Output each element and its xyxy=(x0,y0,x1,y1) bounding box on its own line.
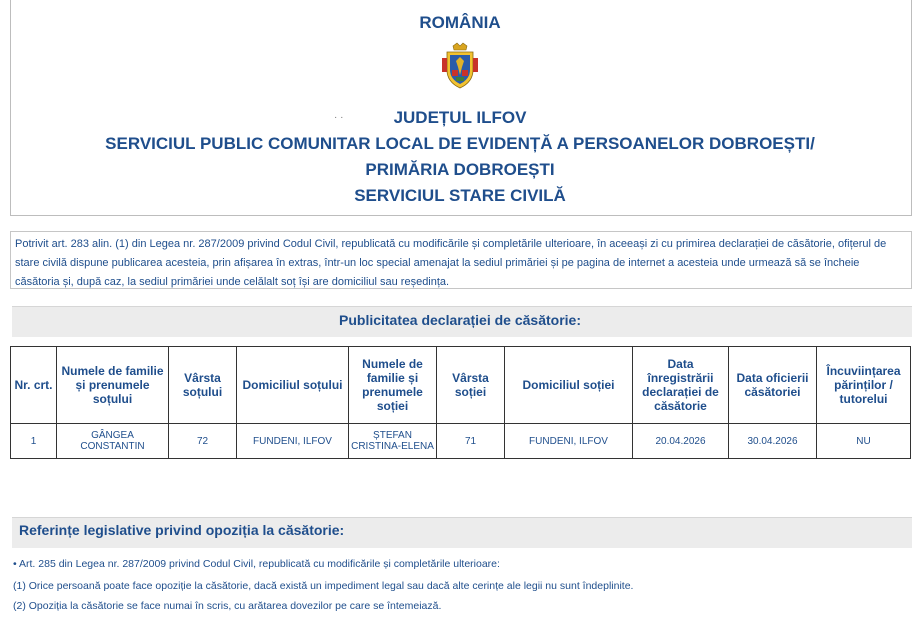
service-title-line3: SERVICIUL STARE CIVILĂ xyxy=(354,186,566,205)
column-header: Vârsta soției xyxy=(437,347,505,424)
references-bullet: • Art. 285 din Legea nr. 287/2009 privind Codul Civil, republicată cu modificările și completările ulterioare: xyxy=(13,558,500,570)
column-header: Numele de familie și prenumele soției xyxy=(349,347,437,424)
cell-wife-address: FUNDENI, ILFOV xyxy=(505,424,633,459)
references-item-2: (2) Opoziția la căsătorie se face numai în scris, cu arătarea dovezilor pe care se întemeiază. xyxy=(13,600,442,612)
references-item-1: (1) Orice persoană poate face opoziție la căsătorie, dacă există un impediment legal sau dacă alte cerințe ale legii nu sunt îndeplinite. xyxy=(13,580,634,592)
country-title: ROMÂNIA xyxy=(419,13,501,32)
cell-wife-age: 71 xyxy=(437,424,505,459)
cell-husband-address: FUNDENI, ILFOV xyxy=(237,424,349,459)
column-header: Nr. crt. xyxy=(11,347,57,424)
references-title: Referințe legislative privind opoziția la căsătorie: xyxy=(19,522,345,538)
county-title: JUDEȚUL ILFOV xyxy=(393,108,527,127)
service-title-line2: PRIMĂRIA DOBROEȘTI xyxy=(365,160,555,179)
column-header: Domiciliul soțului xyxy=(237,347,349,424)
column-header: Data oficierii căsătoriei xyxy=(729,347,817,424)
intro-paragraph: Potrivit art. 283 alin. (1) din Legea nr. 287/2009 privind Codul Civil, republicată cu modificările și completările ulterioare, în aceeași zi cu primirea declarației de căsătorie, ofițerul de stare civilă dispune publicarea acesteia, prin afișarea în extras, într-un loc special amenajat la sediul primăriei și pe pagina de internet a acesteia unde urmează să se încheie căsătoria și, după caz, la sediul primăriei unde celălalt soț își are domiciliul sau reședința. xyxy=(10,231,912,289)
column-header: Încuviințarea părinților / tutorelui xyxy=(817,347,911,424)
table-header-row xyxy=(11,347,911,424)
column-header: Data înregistrării declarației de căsătorie xyxy=(633,347,729,424)
column-header: Domiciliul soției xyxy=(505,347,633,424)
marriage-declaration-table xyxy=(10,346,911,459)
publication-title: Publicitatea declarației de căsătorie: xyxy=(339,312,581,328)
service-title-line1: SERVICIUL PUBLIC COMUNITAR LOCAL DE EVIDENȚĂ A PERSOANELOR DOBROEȘTI/ xyxy=(105,134,815,153)
cell-ceremony-date: 30.04.2026 xyxy=(729,424,817,459)
column-header: Numele de familie și prenumele soțului xyxy=(57,347,169,424)
cell-husband-name: GÂNGEA CONSTANTIN xyxy=(57,424,169,459)
cell-nr: 1 xyxy=(11,424,57,459)
table-row xyxy=(11,424,911,459)
cell-husband-age: 72 xyxy=(169,424,237,459)
cell-registration-date: 20.04.2026 xyxy=(633,424,729,459)
column-header: Vârsta soțului xyxy=(169,347,237,424)
coat-of-arms-icon xyxy=(441,42,479,90)
scan-mark: · · xyxy=(334,112,344,123)
cell-parental-consent: NU xyxy=(817,424,911,459)
cell-wife-name: ȘTEFAN CRISTINA-ELENA xyxy=(349,424,437,459)
